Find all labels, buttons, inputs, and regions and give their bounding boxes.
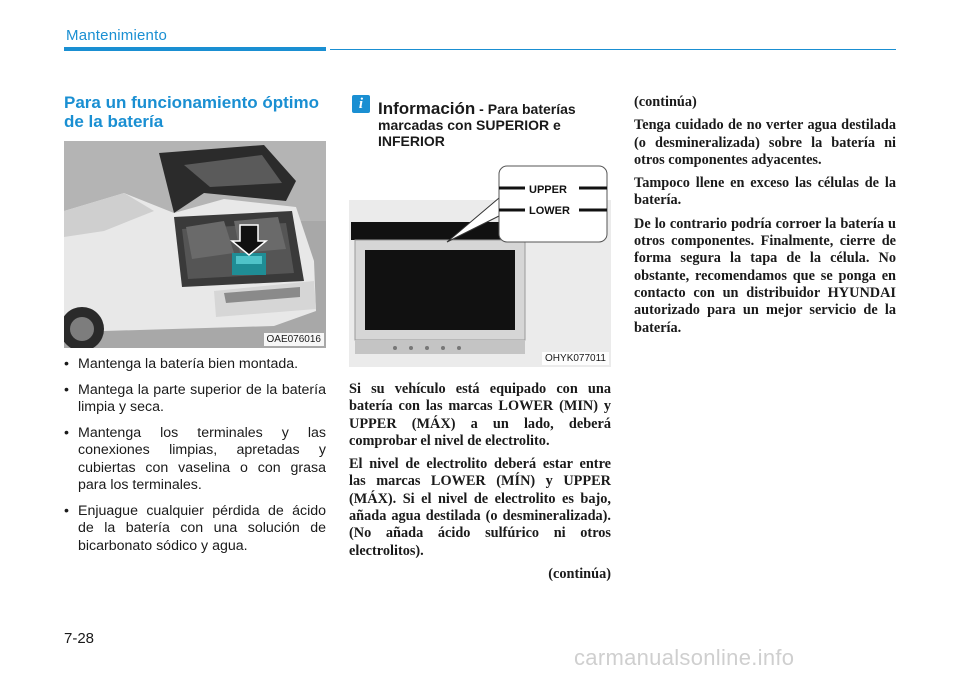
info-paragraph: Tampoco llene en exceso las células de la batería. xyxy=(634,175,896,209)
info-paragraph: Tenga cuidado de no verter agua destilada (o desmineralizada) sobre la batería ni otros componentes adyacentes. xyxy=(634,117,896,168)
info-icon: i xyxy=(352,95,370,113)
trunk-battery-image xyxy=(64,141,326,348)
header-rule-thick xyxy=(64,47,326,51)
info-continued-body xyxy=(634,94,896,343)
label-lower: LOWER xyxy=(529,205,570,217)
bullet-item: • Mantega la parte superior de la batería limpia y seca. xyxy=(64,382,326,417)
info-body xyxy=(349,381,611,589)
info-paragraph: Si su vehículo está equipado con una batería con las marcas LOWER (MIN) y UPPER (MÁX) a un lado, deberá comprobar el nivel de electrolito. xyxy=(349,381,611,449)
info-title xyxy=(378,101,614,149)
bullet-item: • Mantenga la batería bien montada. xyxy=(64,356,326,374)
maintenance-bullet-list xyxy=(64,356,326,563)
bullet-item: • Enjuague cualquier pérdida de ácido de la batería con una solución de bicarbonato sódico y agua. xyxy=(64,503,326,556)
image-code-battery: OHYK077011 xyxy=(542,352,609,365)
battery-level-image xyxy=(349,160,611,367)
section-title: Mantenimiento xyxy=(66,27,167,44)
info-paragraph: El nivel de electrolito deberá estar entre las marcas LOWER (MÍN) y UPPER (MÁX). Si el nivel de electrolito es bajo, añada agua destilada (o desmineralizada). (No añada ácido sulfúrico ni otros electrolitos). xyxy=(349,456,611,559)
info-title-sub: - Para baterías marcadas con SUPERIOR e INFERIOR xyxy=(378,101,576,149)
info-paragraph: De lo contrario podría corroer la batería u otros componentes. Finalmente, cierre de forma segura la tapa de la célula. No obstante, recomendamos que se ponga en contacto con un distribuidor HYUNDAI autorizado para un mejor servicio de la batería. xyxy=(634,215,896,336)
battery-heading: Para un funcionamiento óptimo de la batería xyxy=(64,93,320,131)
battery-illustration xyxy=(349,160,611,367)
watermark: carmanualsonline.info xyxy=(574,645,795,670)
page-number: 7-28 xyxy=(64,630,95,647)
header-rule-thin xyxy=(330,49,896,50)
continued-label: (continúa) xyxy=(634,94,697,110)
info-title-main: Información xyxy=(378,99,476,118)
bullet-item: • Mantenga los terminales y las conexiones limpias, apretadas y cubiertas con vaselina o con grasa para los terminales. xyxy=(64,425,326,495)
continued-label: (continúa) xyxy=(548,565,611,582)
image-code-trunk: OAE076016 xyxy=(264,333,325,346)
trunk-illustration xyxy=(64,141,326,348)
label-upper: UPPER xyxy=(529,184,567,196)
